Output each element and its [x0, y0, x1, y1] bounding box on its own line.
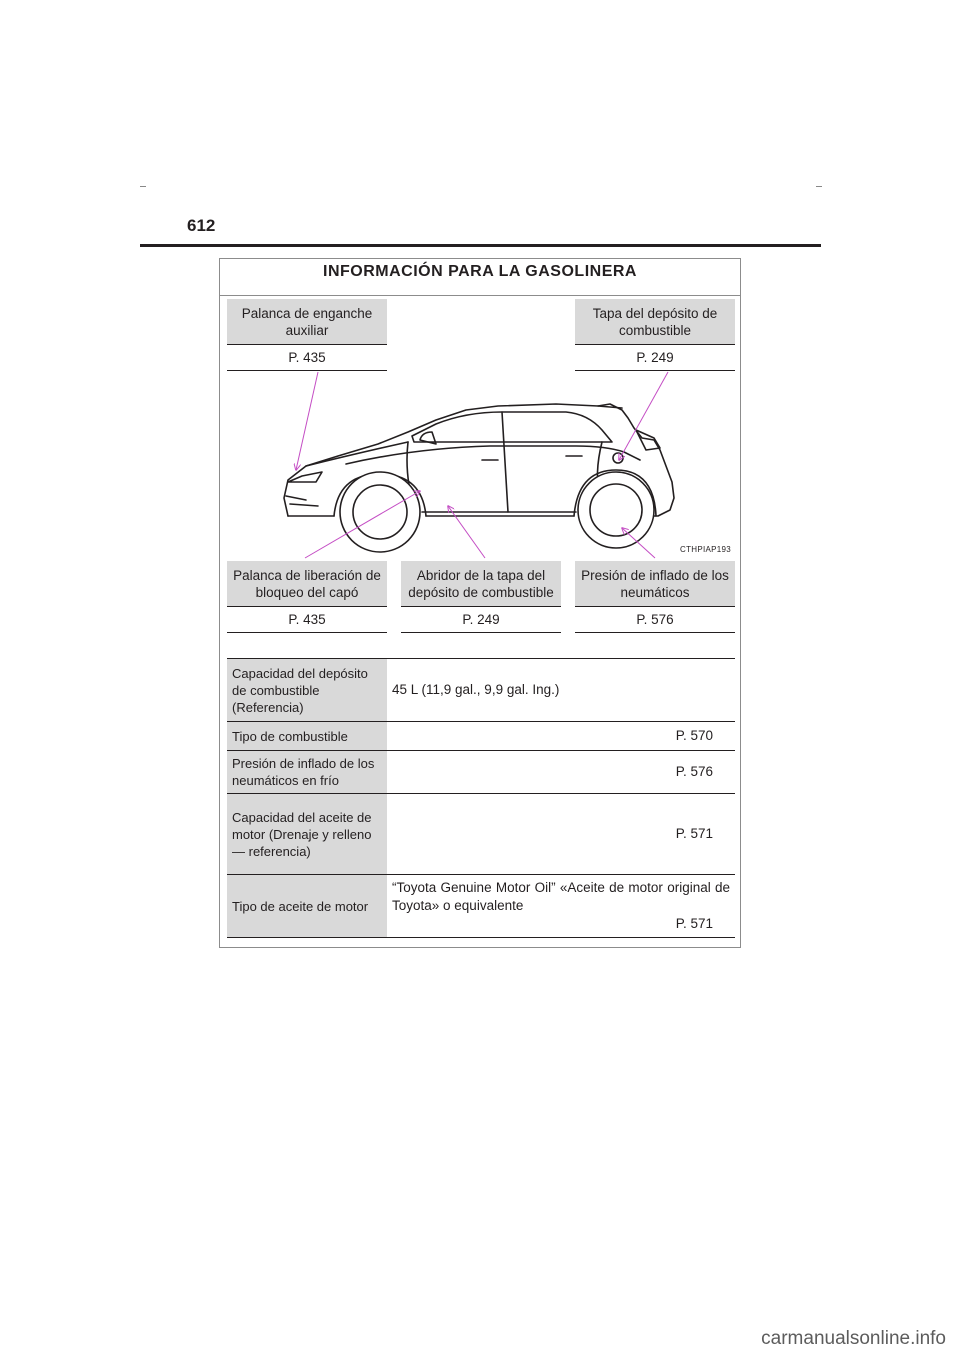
diagram-code: CTHPIAP193 [680, 545, 732, 554]
callout-fuel-door-opener [401, 561, 561, 633]
spec-label-text: Capacidad del aceite de motor (Drenaje y relleno — referencia) [232, 809, 372, 859]
shoulder-line [346, 446, 640, 464]
spec-label-text: Capacidad del depósito de combustible (Referencia) [232, 665, 368, 715]
callout-label: Tapa del depósito de combustible [575, 299, 735, 344]
spoiler [598, 406, 622, 408]
window-line [412, 412, 612, 442]
page-reference[interactable]: P. 249 [575, 344, 735, 371]
table-row [227, 794, 735, 875]
spec-value [387, 659, 735, 721]
header-rule [140, 244, 821, 247]
rear-wheel-hub [590, 484, 642, 536]
spec-value [387, 751, 735, 793]
section-title: INFORMACIÓN PARA LA GASOLINERA [323, 263, 637, 280]
callout-tire-pressure [575, 561, 735, 633]
callout-label: Palanca de enganche auxiliar [227, 299, 387, 344]
fuel-door [613, 453, 623, 463]
title-divider [220, 295, 740, 296]
spec-label-text: Presión de inflado de los neumáticos en frío [232, 756, 375, 788]
spec-label [227, 722, 387, 750]
page-reference[interactable]: P. 249 [401, 606, 561, 633]
hood-line [306, 442, 408, 466]
spec-value [387, 875, 735, 937]
table-row [227, 658, 735, 722]
callout-label: Palanca de liberación de bloqueo del capó [227, 561, 387, 606]
page-reference[interactable]: P. 576 [575, 606, 735, 633]
spec-label-text: Tipo de combustible [232, 728, 348, 744]
spec-label [227, 659, 387, 721]
spec-label [227, 751, 387, 793]
page-reference[interactable]: P. 570 [675, 728, 713, 743]
table-row [227, 875, 735, 938]
page-number: 612 [187, 216, 216, 235]
crop-mark-left [140, 186, 146, 187]
spec-label [227, 794, 387, 874]
spec-label [227, 875, 387, 937]
callout-fuel-cap [575, 299, 735, 371]
b-pillar [502, 412, 508, 512]
page-reference[interactable]: P. 435 [227, 606, 387, 633]
car-diagram [226, 370, 736, 560]
fuel-capacity-value: 45 L (11,9 gal., 9,9 gal. Ing.) [392, 682, 560, 697]
watermark: carmanualsonline.info [761, 1328, 946, 1349]
front-wheel-hub [353, 485, 407, 539]
page-reference[interactable]: P. 576 [675, 764, 713, 779]
callout-hood-release [227, 561, 387, 633]
table-row [227, 722, 735, 751]
page-reference[interactable]: P. 435 [227, 344, 387, 371]
tail-light [636, 430, 660, 450]
crop-mark-right [816, 186, 822, 187]
spec-label-text: Tipo de aceite de motor [232, 898, 369, 914]
spec-value [387, 794, 735, 874]
callout-label: Abridor de la tapa del depósito de combustible [401, 561, 561, 606]
spec-value [387, 722, 735, 750]
table-row [227, 751, 735, 794]
oil-type-value: “Toyota Genuine Motor Oil” «Aceite de motor original de Toyota» o equivalente [392, 880, 730, 913]
spec-table [227, 658, 735, 938]
page-reference[interactable]: P. 571 [675, 826, 713, 841]
page-reference[interactable]: P. 571 [675, 916, 713, 931]
lower-grille [286, 496, 318, 506]
callout-label: Presión de inflado de los neumáticos [575, 561, 735, 606]
callout-aux-latch [227, 299, 387, 371]
